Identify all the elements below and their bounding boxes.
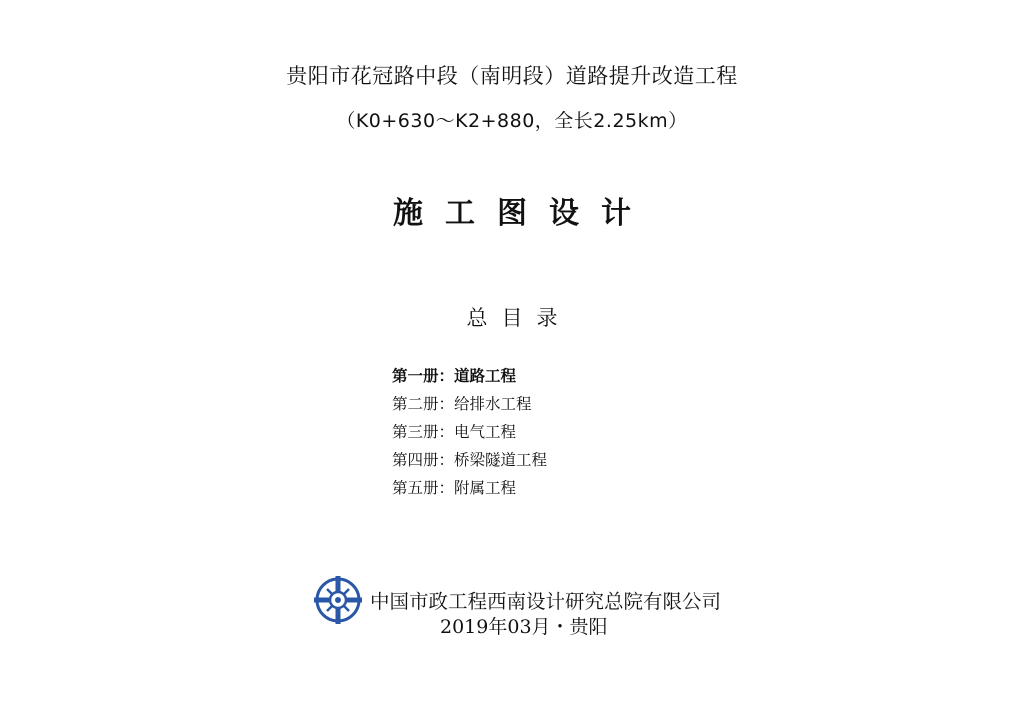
toc-item-title: 桥梁隧道工程: [454, 451, 548, 469]
toc-item: [392, 422, 547, 450]
toc-item: [392, 478, 547, 506]
toc-item: [392, 394, 547, 422]
toc-item-volume: 第二册：: [392, 395, 455, 413]
toc-list: [392, 366, 547, 506]
date-place: 2019年03月・贵阳: [440, 616, 608, 638]
project-title: 贵阳市花冠路中段（南明段）道路提升改造工程: [286, 64, 738, 88]
toc-item-volume: 第三册：: [392, 423, 455, 441]
toc-item-volume: 第一册：: [392, 367, 455, 385]
toc-item: [392, 450, 547, 478]
toc-item-title: 电气工程: [454, 423, 517, 441]
toc-item-title: 给排水工程: [454, 395, 532, 413]
toc-item-title: 附属工程: [454, 479, 517, 497]
toc-item-title: 道路工程: [454, 367, 517, 385]
project-range: （K0+630～K2+880，全长2.25km）: [336, 110, 688, 132]
document-heading: 施工图设计: [393, 196, 653, 231]
toc-item: [392, 366, 547, 394]
toc-item-volume: 第五册：: [392, 479, 455, 497]
organization-name: 中国市政工程西南设计研究总院有限公司: [370, 590, 722, 613]
toc-heading: 总目录: [466, 306, 572, 330]
toc-item-volume: 第四册：: [392, 451, 455, 469]
company-logo-icon: [314, 576, 362, 624]
